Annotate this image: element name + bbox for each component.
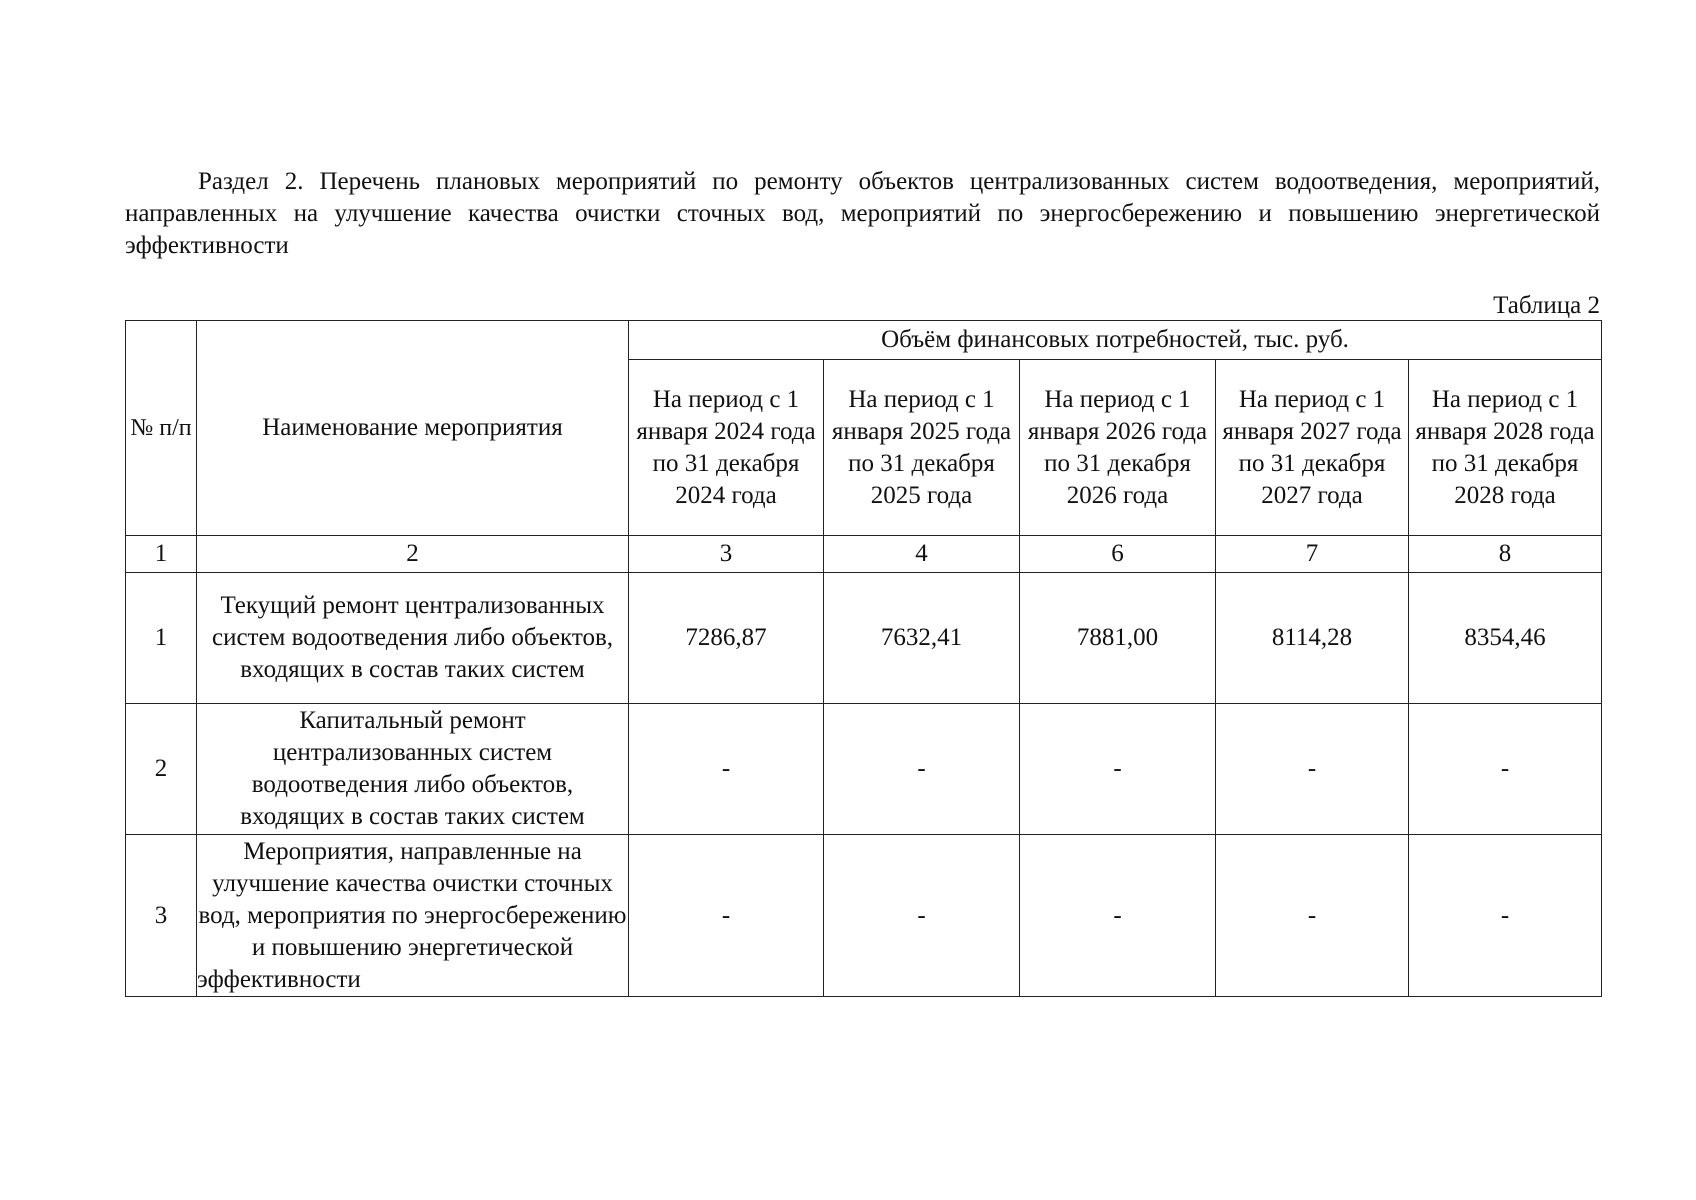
header-row-number: № п/п: [126, 321, 197, 536]
value-2028: -: [1409, 835, 1602, 997]
value-2024: 7286,87: [629, 573, 824, 704]
activity-name: Текущий ремонт централизованных систем водоотведения либо объектов, входящих в состав таких систем: [197, 573, 629, 704]
header-period-2026: На период с 1 января 2026 года по 31 декабря 2026 года: [1020, 360, 1216, 536]
value-2028: 8354,46: [1409, 573, 1602, 704]
column-number: 3: [629, 536, 824, 573]
row-number: 2: [126, 704, 197, 835]
row-number: 1: [126, 573, 197, 704]
row-number: 3: [126, 835, 197, 997]
column-number: 4: [824, 536, 1020, 573]
header-row-group: [126, 321, 1602, 360]
table-row: [126, 573, 1602, 704]
section-heading: Раздел 2. Перечень плановых мероприятий по ремонту объектов централизованных систем водоотведения, мероприятий, направленных на улучшение качества очистки сточных вод, мероприятий по энергосбережению и повышению энергетической эффективности: [125, 168, 1600, 259]
activity-name: Мероприятия, направленные на улучшение качества очистки сточных вод, мероприятия по энергосбережению и повышению энергетической эффективности: [197, 835, 629, 997]
value-2027: -: [1216, 835, 1409, 997]
activity-name: Капитальный ремонт централизованных систем водоотведения либо объектов, входящих в состав таких систем: [197, 704, 629, 835]
column-number: 8: [1409, 536, 1602, 573]
value-2028: -: [1409, 704, 1602, 835]
header-period-2027: На период с 1 января 2027 года по 31 декабря 2027 года: [1216, 360, 1409, 536]
value-2025: -: [824, 704, 1020, 835]
header-period-2028: На период с 1 января 2028 года по 31 декабря 2028 года: [1409, 360, 1602, 536]
column-number: 7: [1216, 536, 1409, 573]
value-2026: -: [1020, 704, 1216, 835]
value-2025: -: [824, 835, 1020, 997]
header-financial-group: Объём финансовых потребностей, тыс. руб.: [629, 321, 1602, 360]
header-period-2024: На период с 1 января 2024 года по 31 декабря 2024 года: [629, 360, 824, 536]
value-2024: -: [629, 704, 824, 835]
value-2027: 8114,28: [1216, 573, 1409, 704]
column-number: 1: [126, 536, 197, 573]
financial-needs-table: [125, 320, 1602, 997]
header-activity-name: Наименование мероприятия: [197, 321, 629, 536]
value-2026: 7881,00: [1020, 573, 1216, 704]
column-numbers-row: [126, 536, 1602, 573]
column-number: 2: [197, 536, 629, 573]
table-row: [126, 704, 1602, 835]
table-caption: Таблица 2: [1493, 292, 1600, 319]
value-2025: 7632,41: [824, 573, 1020, 704]
value-2026: -: [1020, 835, 1216, 997]
value-2027: -: [1216, 704, 1409, 835]
table-row: [126, 835, 1602, 997]
value-2024: -: [629, 835, 824, 997]
column-number: 6: [1020, 536, 1216, 573]
header-period-2025: На период с 1 января 2025 года по 31 декабря 2025 года: [824, 360, 1020, 536]
